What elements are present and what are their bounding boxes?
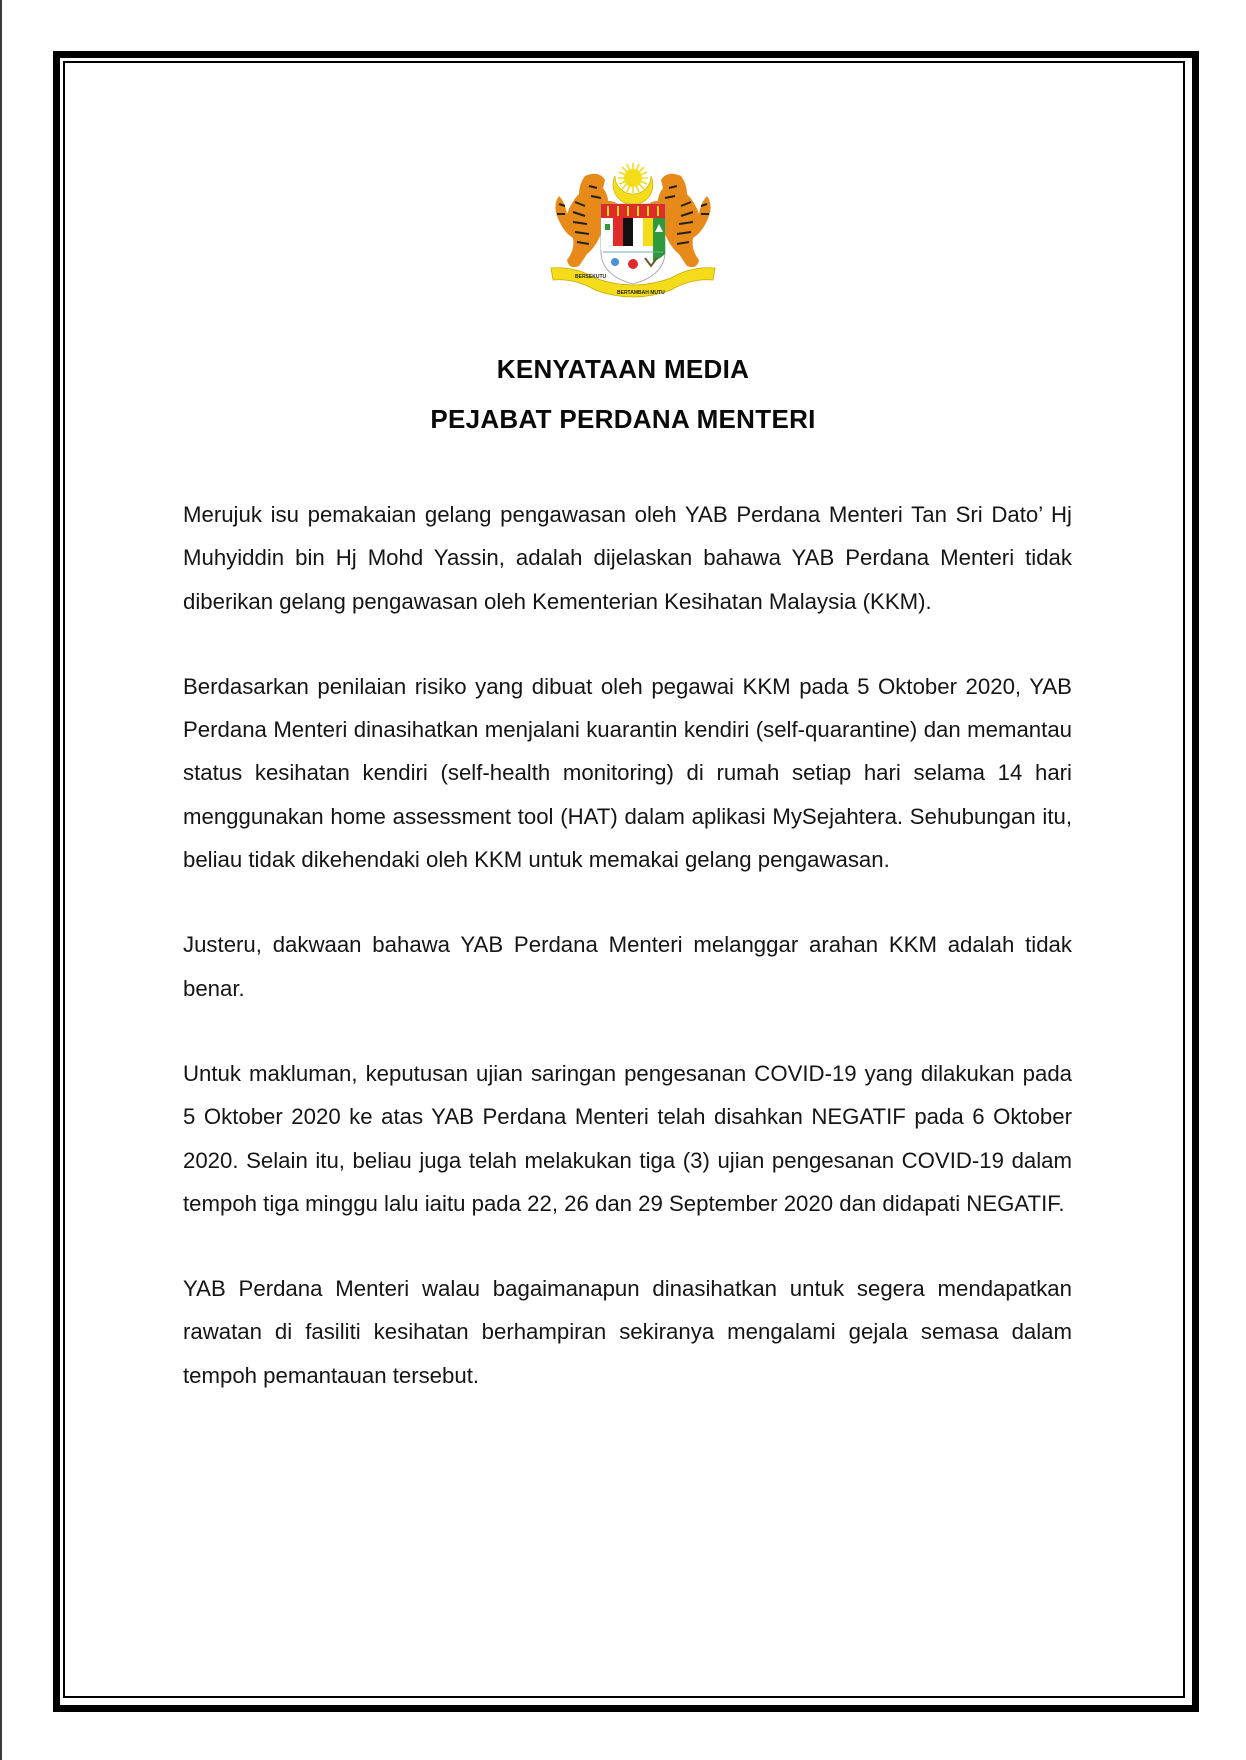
coat-of-arms-emblem bbox=[545, 158, 721, 300]
crescent-star-icon bbox=[613, 163, 653, 205]
paragraph: Merujuk isu pemakaian gelang pengawasan oleh YAB Perdana Menteri Tan Sri Dato’ Hj Muhyiddin bin Hj Mohd Yassin, adalah dijelaskan bahawa YAB Perdana Menteri tidak diberikan gelang pengawasan oleh Kementerian Kesihatan Malaysia (KKM). bbox=[183, 502, 1072, 614]
page-title: KENYATAAN MEDIA bbox=[496, 354, 750, 384]
page-subtitle: PEJABAT PERDANA MENTERI bbox=[430, 404, 816, 434]
paragraph: Untuk makluman, keputusan ujian saringan pengesanan COVID-19 yang dilakukan pada 5 Oktober 2020 ke atas YAB Perdana Menteri telah disahkan NEGATIF pada 6 Oktober 2020. Selain itu, beliau juga telah melakukan tiga (3) ujian pengesanan COVID-19 dalam tempoh tiga minggu lalu iaitu pada 22, 26 dan 29 September 2020 dan didapati NEGATIF. bbox=[183, 1060, 1072, 1216]
paragraph: Berdasarkan penilaian risiko yang dibuat oleh pegawai KKM pada 5 Oktober 2020, YAB Perdana Menteri dinasihatkan menjalani kuarantin kendiri (self-quarantine) dan memantau status kesihatan kendiri (self-health monitoring) di rumah setiap hari selama 14 hari menggunakan home assessment tool (HAT) dalam aplikasi MySejahtera. Sehubungan itu, beliau tidak dikehendaki oleh KKM untuk memakai gelang pengawasan. bbox=[183, 673, 1072, 873]
svg-text:BERSEKUTU: BERSEKUTU bbox=[575, 274, 607, 280]
paragraph: YAB Perdana Menteri walau bagaimanapun dinasihatkan untuk segera mendapatkan rawatan di fasiliti kesihatan berhampiran sekiranya mengalami gejala semasa dalam tempoh pemantauan tersebut. bbox=[183, 1276, 1072, 1388]
shield-icon bbox=[601, 204, 665, 284]
paragraph: Justeru, dakwaan bahawa YAB Perdana Menteri melanggar arahan KKM adalah tidak benar. bbox=[183, 932, 1072, 1001]
svg-text:BERTAMBAH MUTU: BERTAMBAH MUTU bbox=[617, 290, 665, 296]
page-edge bbox=[0, 0, 2, 1760]
statement-body bbox=[183, 493, 1072, 1439]
